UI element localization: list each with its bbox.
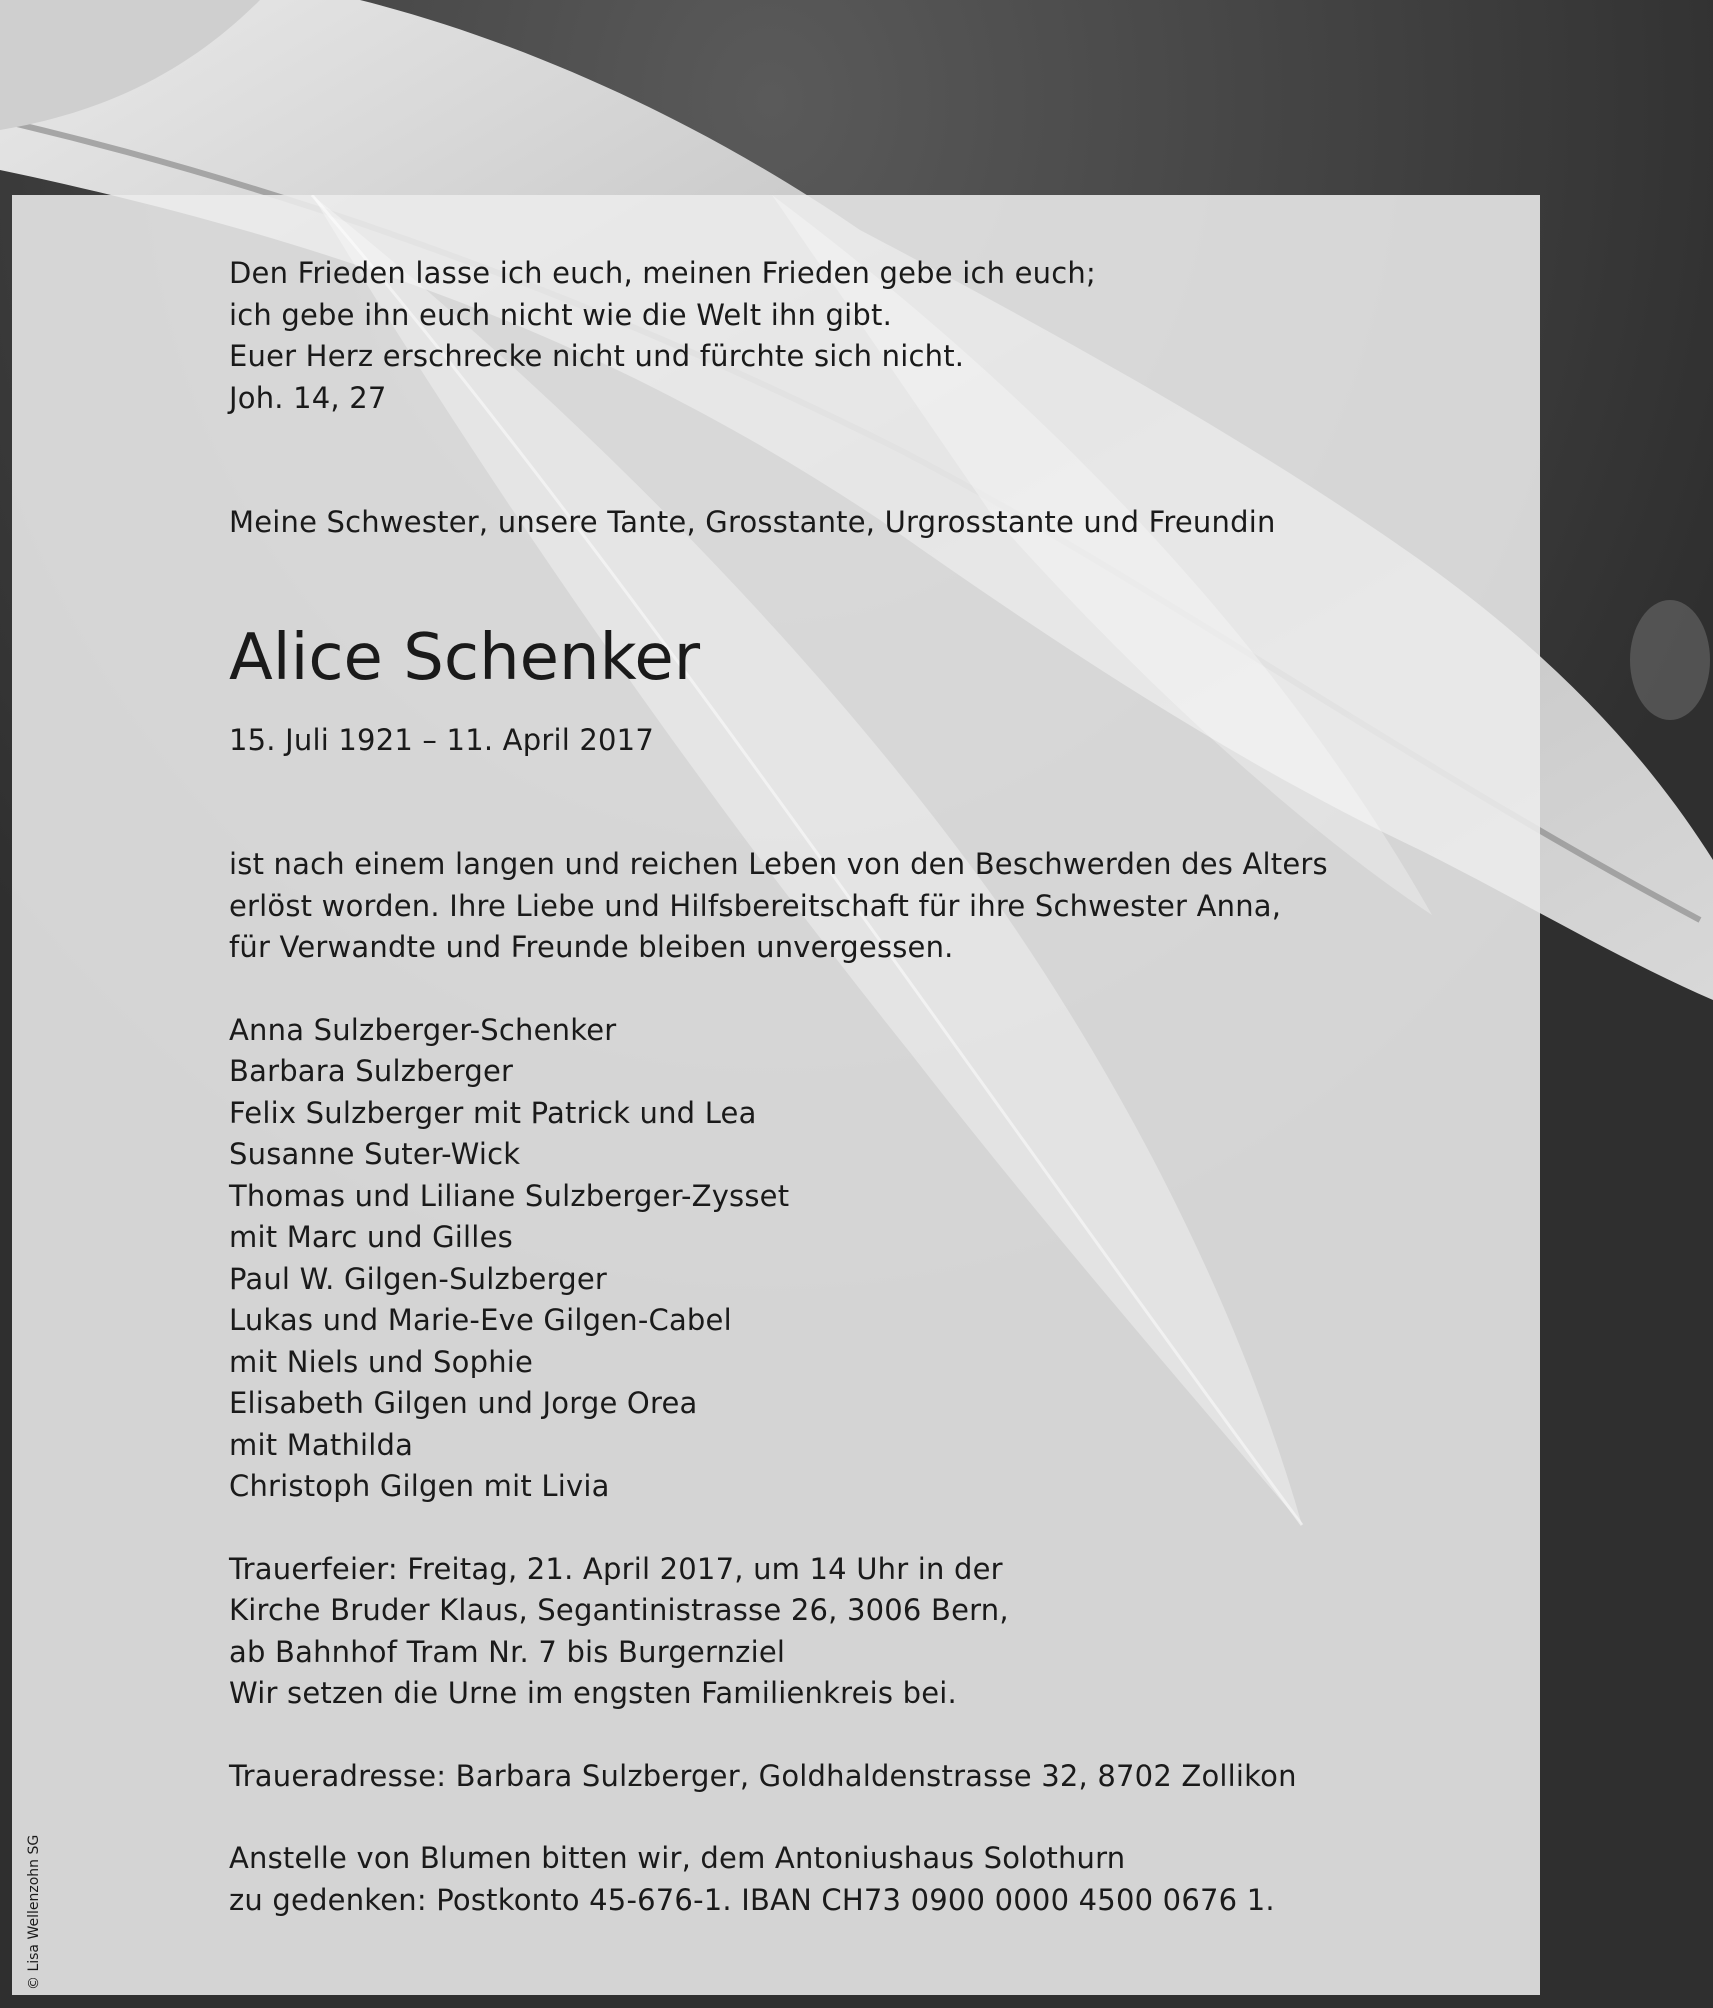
mourner-line: Felix Sulzberger mit Patrick und Lea <box>229 1095 757 1130</box>
mourner-line: mit Marc und Gilles <box>229 1220 513 1254</box>
verse-line: Euer Herz erschrecke nicht und fürchte sich nicht. <box>229 339 965 373</box>
mourners-list <box>229 1010 1479 1508</box>
mourner-line: mit Niels und Sophie <box>229 1344 534 1379</box>
ceremony-line: Kirche Bruder Klaus, Segantinistrasse 26, 3006 Bern, <box>229 1593 1009 1627</box>
donation-line: zu gedenken: Postkonto 45-676-1. IBAN CH73 0900 0000 4500 0676 1. <box>229 1882 1275 1917</box>
donation-note <box>229 1838 1479 1921</box>
message-line: erlöst worden. Ihre Liebe und Hilfsbereitschaft für ihre Schwester Anna, <box>229 888 1282 923</box>
mourner-line: mit Mathilda <box>229 1427 414 1462</box>
mourner-line: Susanne Suter-Wick <box>229 1137 521 1171</box>
obituary-text <box>229 253 1479 1921</box>
mourner-line: Anna Sulzberger-Schenker <box>229 1012 617 1047</box>
verse-reference: Joh. 14, 27 <box>229 380 387 415</box>
message-line: ist nach einem langen und reichen Leben von den Beschwerden des Alters <box>229 847 1328 881</box>
mourner-line: Barbara Sulzberger <box>229 1054 514 1088</box>
life-dates: 15. Juli 1921 – 11. April 2017 <box>229 722 654 757</box>
mourner-line: Thomas und Liliane Sulzberger-Zysset <box>229 1178 790 1213</box>
ceremony-line: ab Bahnhof Tram Nr. 7 bis Burgernziel <box>229 1634 786 1669</box>
mourner-line: Lukas und Marie-Eve Gilgen-Cabel <box>229 1303 732 1337</box>
message-paragraph <box>229 844 1479 969</box>
mourner-line: Christoph Gilgen mit Livia <box>229 1469 610 1503</box>
bible-verse <box>229 253 1479 419</box>
ceremony-line: Trauerfeier: Freitag, 21. April 2017, um 14 Uhr in der <box>229 1551 1003 1586</box>
ceremony-line: Wir setzen die Urne im engsten Familienkreis bei. <box>229 1676 957 1710</box>
message-line: für Verwandte und Freunde bleiben unvergessen. <box>229 930 954 964</box>
deceased-name: Alice Schenker <box>229 620 701 695</box>
mourner-line: Elisabeth Gilgen und Jorge Orea <box>229 1386 698 1420</box>
verse-line: Den Frieden lasse ich euch, meinen Frieden gebe ich euch; <box>229 256 1096 290</box>
ceremony-details <box>229 1549 1479 1715</box>
photo-credit: © Lisa Wellenzohn SG <box>26 1834 42 1990</box>
intro-line: Meine Schwester, unsere Tante, Grosstante, Urgrosstante und Freundin <box>229 505 1276 539</box>
donation-line: Anstelle von Blumen bitten wir, dem Antoniushaus Solothurn <box>229 1841 1126 1875</box>
verse-line: ich gebe ihn euch nicht wie die Welt ihn gibt. <box>229 297 892 332</box>
mourning-address: Traueradresse: Barbara Sulzberger, Goldhaldenstrasse 32, 8702 Zollikon <box>229 1758 1297 1793</box>
mourner-line: Paul W. Gilgen-Sulzberger <box>229 1261 607 1296</box>
